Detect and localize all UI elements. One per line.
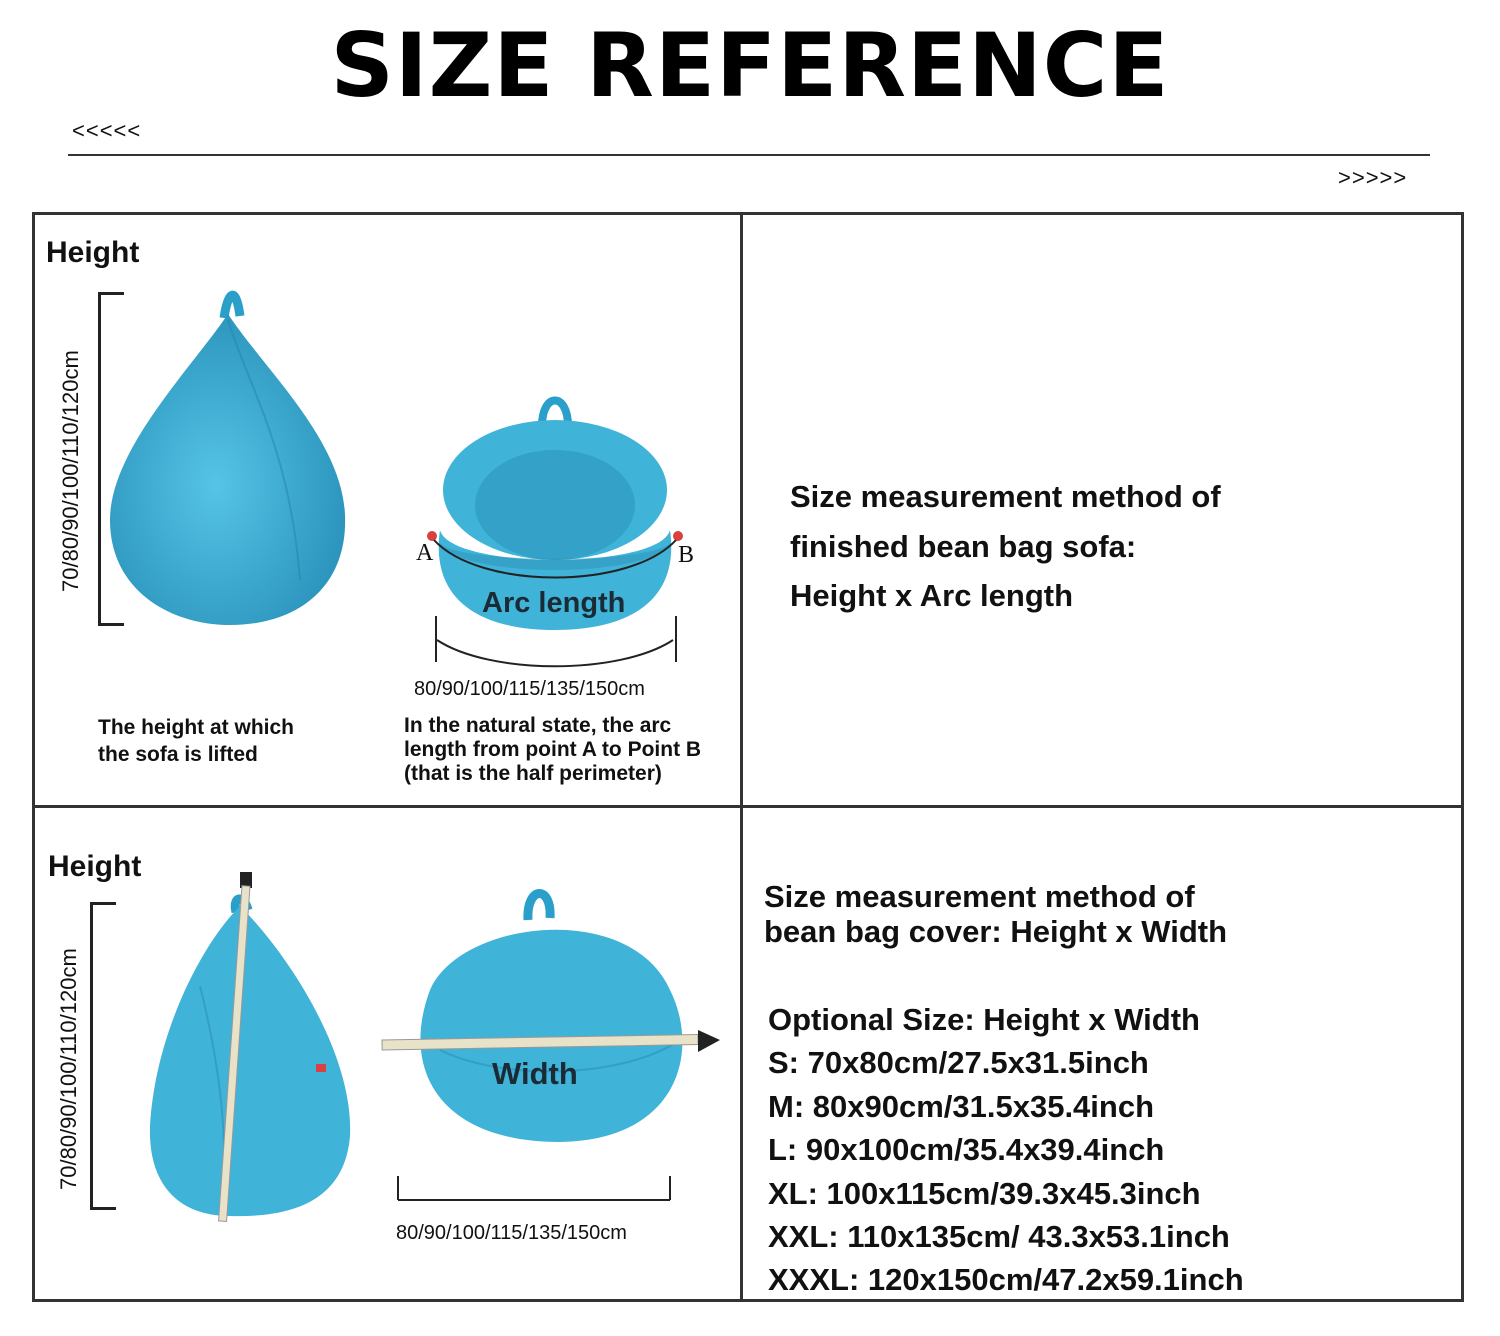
arc-length-label: Arc length bbox=[482, 587, 626, 619]
sofa-method-text: Size measurement method of finished bean bag sofa: Height x Arc length bbox=[790, 479, 1221, 614]
grid-divider-vertical bbox=[740, 212, 743, 1302]
grid-divider-horizontal bbox=[32, 805, 1464, 808]
cover-height-values: 70/80/90/100/110/120cm bbox=[56, 948, 81, 1190]
size-item: XXXL: 120x150cm/47.2x59.1inch bbox=[768, 1262, 1244, 1298]
cover-height-bracket bbox=[90, 902, 116, 1210]
size-item: XL: 100x115cm/39.3x45.3inch bbox=[768, 1175, 1201, 1211]
size-item: S: 70x80cm/27.5x31.5inch bbox=[768, 1045, 1149, 1081]
flat-cover-tall-image bbox=[140, 866, 360, 1226]
width-label: Width bbox=[492, 1056, 578, 1091]
cover-height-label: Height bbox=[48, 850, 142, 883]
flat-cover-round-image bbox=[380, 880, 740, 1180]
size-list-title: Optional Size: Height x Width bbox=[768, 1002, 1200, 1037]
point-b-label: B bbox=[678, 542, 695, 568]
right-arrows: >>>>> bbox=[1338, 165, 1408, 190]
size-item: XXL: 110x135cm/ 43.3x53.1inch bbox=[768, 1218, 1230, 1254]
height-caption: The height at which the sofa is lifted bbox=[98, 716, 295, 767]
size-item: L: 90x100cm/35.4x39.4inch bbox=[768, 1132, 1165, 1168]
round-sofa-image bbox=[420, 390, 700, 680]
point-a-label: A bbox=[416, 540, 434, 566]
width-values: 80/90/100/115/135/150cm bbox=[396, 1222, 627, 1244]
sofa-height-label: Height bbox=[46, 236, 140, 269]
size-list bbox=[768, 998, 1244, 1302]
cover-method-text: Size measurement method of bean bag cover: Height x Width bbox=[764, 879, 1228, 949]
left-arrows: <<<<< bbox=[72, 118, 142, 143]
sofa-height-values: 70/80/90/100/110/120cm bbox=[58, 350, 83, 592]
teardrop-bag-image bbox=[100, 280, 360, 640]
size-item: M: 80x90cm/31.5x35.4inch bbox=[768, 1088, 1155, 1124]
arc-caption: In the natural state, the arc length from point A to Point B (that is the half perimeter) bbox=[404, 714, 702, 785]
arc-length-values: 80/90/100/115/135/150cm bbox=[414, 678, 645, 700]
page-title: SIZE REFERENCE bbox=[330, 14, 1170, 117]
header-divider bbox=[68, 154, 1430, 156]
